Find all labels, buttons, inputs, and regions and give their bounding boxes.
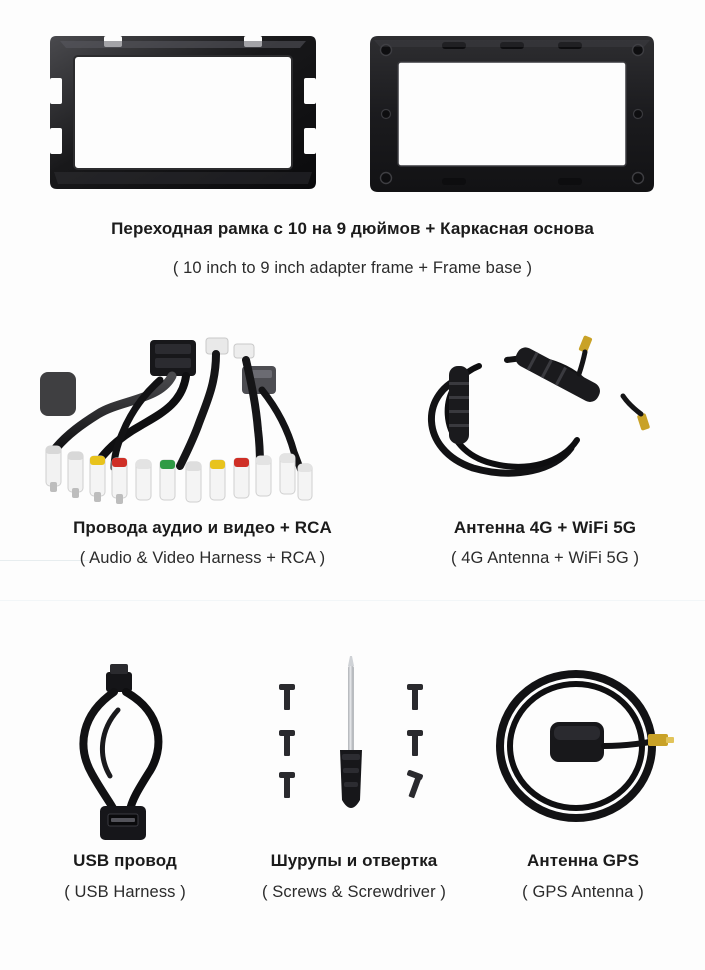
- gps-antenna-label-ru: Антенна GPS: [526, 851, 640, 870]
- frames-image-row: [0, 22, 705, 202]
- gps-antenna-label-en: ( GPS Antenna ): [522, 883, 644, 902]
- item-screws-screwdriver: [236, 650, 472, 904]
- antenna-4g-wifi-label-en: ( 4G Antenna + WiFi 5G ): [450, 549, 640, 568]
- section-frames: [0, 0, 705, 300]
- 4g-wifi-antenna-icon: [395, 330, 695, 515]
- screws-screwdriver-label-en: ( Screws & Screwdriver ): [262, 883, 446, 902]
- item-4g-wifi-antenna: [395, 330, 695, 570]
- usb-harness-label-en: ( USB Harness ): [64, 883, 186, 902]
- item-usb-harness: [14, 650, 236, 904]
- divider-hairline-full: [0, 600, 705, 601]
- adapter-frame-front-icon: [48, 32, 318, 192]
- adapter-frame-label-en: ( 10 inch to 9 inch adapter frame + Frame base ): [172, 259, 533, 277]
- usb-cable-icon: [14, 650, 236, 850]
- adapter-frame-label-ru: Переходная рамка с 10 на 9 дюймов + Каркасная основа: [111, 219, 594, 238]
- audio-video-harness-label-en: ( Audio & Video Harness + RCA ): [79, 549, 326, 568]
- section-accessories: [0, 650, 705, 950]
- antenna-4g-wifi-label-ru: Антенна 4G + WiFi 5G: [453, 518, 637, 537]
- screwdriver-and-screws-icon: [236, 650, 472, 850]
- item-gps-antenna: [472, 650, 694, 904]
- section-harness-antenna: [0, 330, 705, 600]
- usb-harness-label-ru: USB провод: [73, 851, 177, 870]
- screws-screwdriver-label-ru: Шурупы и отвертка: [270, 851, 438, 870]
- audio-video-harness-label-ru: Провода аудио и видео + RCA: [73, 518, 332, 537]
- wiring-harness-rca-icon: [10, 330, 395, 515]
- frame-base-rear-icon: [368, 30, 656, 198]
- gps-antenna-puck-icon: [472, 650, 694, 850]
- item-audio-video-harness: [10, 330, 395, 570]
